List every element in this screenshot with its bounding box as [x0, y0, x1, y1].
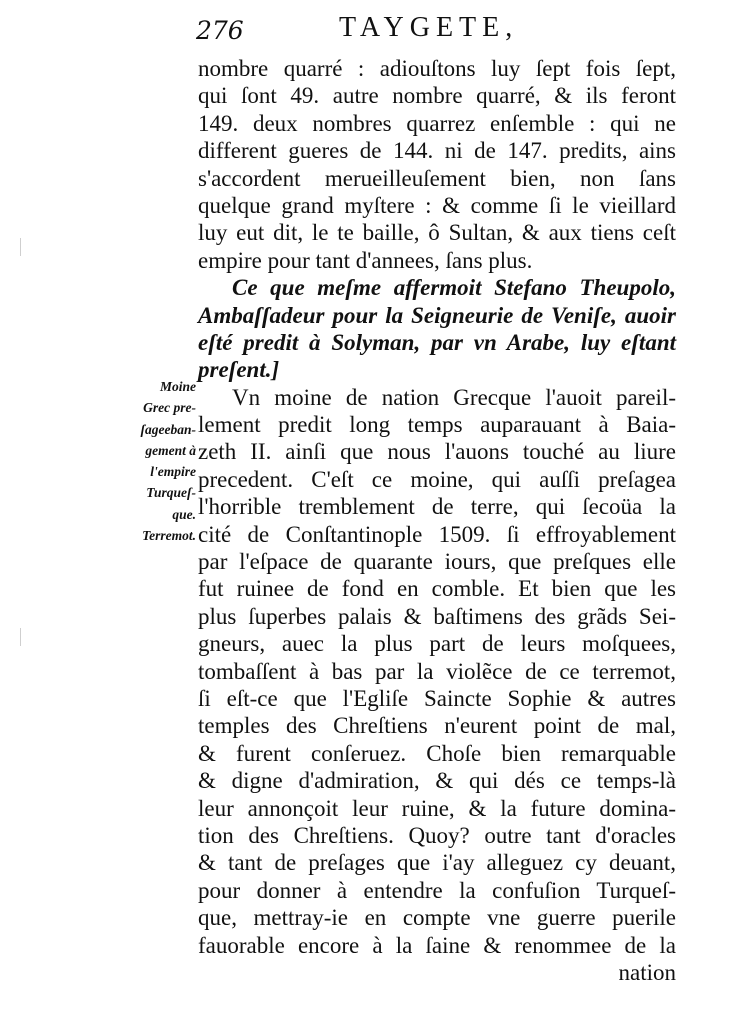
- text-line: que, mettray-ie en compte vne guerre puerile: [198, 905, 676, 931]
- text-line: & furent conſeruez. Choſe bien remarquable: [198, 740, 676, 766]
- text-line: nombre quarré : adiouſtons luy ſept fois ſept,: [198, 56, 676, 81]
- catchword: nation: [618, 959, 676, 985]
- quote-line: Ambaſſadeur pour la Seigneurie de Veniſe, auoir: [198, 302, 676, 328]
- marginal-line: Terremot.: [142, 528, 196, 544]
- quote-line: preſent.]: [198, 357, 280, 383]
- text-line: 149. deux nombres quarrez enſemble : qui ne: [198, 110, 676, 136]
- text-line: temples des Chreſtiens n'eurent point de mal,: [198, 713, 676, 739]
- text-line: l'horrible tremblement de terre, qui ſecoüa la: [198, 494, 676, 520]
- marginal-line: l'empire: [150, 464, 196, 480]
- text-line: lement predit long temps auparauant à Baia-: [198, 412, 676, 438]
- text-line: leur annonçoit leur ruine, & la future domina-: [198, 795, 676, 821]
- marginal-line: Grec pre-: [143, 400, 196, 416]
- text-line: tombaſſent à bas par la violẽce de ce terremot,: [198, 658, 676, 684]
- body-text: [198, 55, 676, 986]
- text-line: zeth II. ainſi que nous l'auons touché au liure: [198, 439, 676, 465]
- text-line: tion des Chreſtiens. Quoy? outre tant d'oracles: [198, 822, 676, 848]
- text-line: pour donner à entendre la confuſion Turqueſ-: [198, 877, 676, 903]
- text-line: precedent. C'eſt ce moine, qui auſſi preſagea: [198, 466, 676, 492]
- text-line: luy eut dit, le te baille, ô Sultan, & aux tiens ceſt: [198, 220, 676, 246]
- text-line: Vn moine de nation Grecque l'auoit pareil-: [232, 384, 676, 410]
- marginal-line: que.: [172, 506, 196, 522]
- quote-line: eſté predit à Solyman, par vn Arabe, luy eſtant: [198, 329, 676, 355]
- text-line: fut ruinee de fond en comble. Et bien que les: [198, 576, 676, 602]
- page-edge-mark: [20, 628, 21, 646]
- text-line: par l'eſpace de quarante iours, que preſques elle: [198, 549, 676, 575]
- text-line: qui ſont 49. autre nombre quarré, & ils feront: [198, 83, 676, 109]
- text-line: gneurs, auec la plus part de leurs moſquees,: [198, 631, 676, 657]
- text-line: cité de Conſtantinople 1509. ſi effroyablement: [198, 521, 676, 547]
- text-line: empire pour tant d'annees, ſans plus.: [198, 247, 533, 273]
- text-line: s'accordent merueilleuſement bien, non ſans: [198, 165, 676, 191]
- quote-line: Ce que meſme affermoit Stefano Theupolo,: [232, 275, 676, 301]
- marginal-line: Moine: [159, 379, 196, 394]
- text-line: quelque grand myſtere : & comme ſi le vieillard: [198, 192, 676, 218]
- text-line: fauorable encore à la ſaine & renommee de la: [198, 932, 676, 958]
- marginal-line: Turqueſ-: [146, 485, 196, 501]
- text-line: & digne d'admiration, & qui dés ce temps-là: [198, 768, 676, 794]
- page-header: [196, 12, 676, 48]
- running-title: TAYGETE,: [339, 12, 519, 43]
- text-line: & tant de preſages que i'ay alleguez cy deuant,: [198, 850, 676, 876]
- text-line: different gueres de 144. ni de 147. predits, ains: [198, 138, 676, 164]
- text-line: ſi eſt-ce que l'Egliſe Saincte Sophie & autres: [198, 685, 676, 711]
- marginal-note: [126, 376, 196, 546]
- page-edge-mark: [20, 238, 21, 256]
- text-line: plus ſuperbes palais & baſtimens des grãds Sei-: [198, 603, 676, 629]
- page-number: 276: [196, 16, 244, 45]
- marginal-line: gement à: [145, 442, 196, 458]
- marginal-line: ſageeban-: [140, 421, 196, 437]
